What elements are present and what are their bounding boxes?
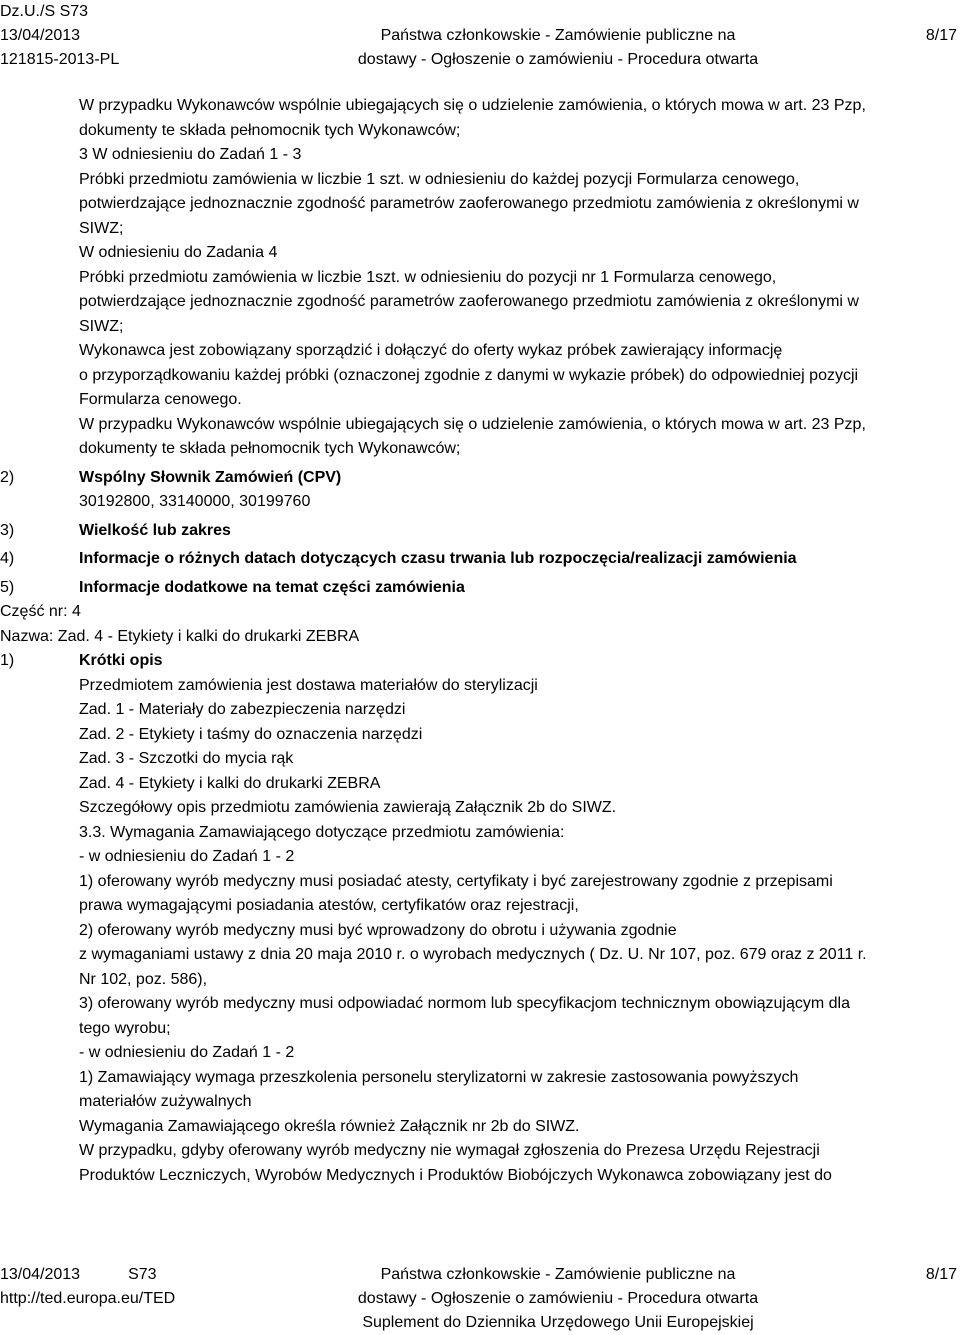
- desc-line: tego wyrobu;: [79, 1019, 171, 1037]
- footer-title-line2: dostawy - Ogłoszenie o zamówieniu - Procedura otwarta: [357, 1290, 759, 1307]
- intro-line: potwierdzające jednoznacznie zgodność parametrów zaoferowanego przedmiotu zamówienia z określonymi w: [79, 293, 859, 310]
- intro-line: o przyporządkowaniu każdej próbki (oznaczonej zgodnie z danymi w wykazie próbek) do odpowiedniej pozycji: [79, 366, 859, 384]
- desc-line: Szczegółowy opis przedmiotu zamówienia zawierają Załącznik 2b do SIWZ.: [79, 799, 617, 816]
- section-heading: Informacje dodatkowe na temat części zamówienia: [79, 578, 465, 596]
- desc-line: prawa wymagającymi posiadania atestów, certyfikatów oraz rejestracji,: [79, 897, 579, 914]
- cpv-codes: 30192800, 33140000, 30199760: [79, 493, 311, 510]
- footer-page-number: 8/17: [925, 1266, 957, 1283]
- intro-line: W przypadku Wykonawców wspólnie ubiegających się o udzielenie zamówienia, o których mowa w art. 23 Pzp,: [79, 97, 866, 114]
- desc-line: - w odniesieniu do Zadań 1 - 2: [79, 1044, 295, 1061]
- section-heading: Krótki opis: [79, 652, 163, 669]
- intro-line: Próbki przedmiotu zamówienia w liczbie 1 szt. w odniesieniu do każdej pozycji Formularza cenowego,: [79, 170, 800, 188]
- header-left: [0, 0, 119, 72]
- intro-line: SIWZ;: [79, 317, 124, 335]
- desc-line: 3) oferowany wyrób medyczny musi odpowiadać normom lub specyfikacjom technicznym obowiązującym dla: [79, 995, 850, 1012]
- part-number: Część nr: 4: [0, 603, 81, 620]
- desc-line: z wymaganiami ustawy z dnia 20 maja 2010 r. o wyrobach medycznych ( Dz. U. Nr 107, poz. 679 oraz z 2011 r.: [79, 946, 867, 963]
- section-number: 2): [0, 468, 15, 486]
- section-scope: [0, 519, 960, 544]
- desc-line: Zad. 4 - Etykiety i kalki do drukarki ZEBRA: [79, 774, 381, 792]
- intro-line: 3 W odniesieniu do Zadań 1 - 3: [79, 146, 302, 163]
- part-info: [0, 600, 960, 649]
- section-number: 1): [0, 652, 15, 669]
- section-heading: Informacje o różnych datach dotyczących czasu trwania lub rozpoczęcia/realizacji zamówienia: [79, 550, 797, 567]
- desc-line: Zad. 1 - Materiały do zabezpieczenia narzędzi: [79, 701, 406, 718]
- footer-left: [0, 1263, 175, 1311]
- footer-title-line3: Suplement do Dziennika Urzędowego Unii Europejskiej: [362, 1314, 754, 1331]
- desc-line: Produktów Leczniczych, Wyrobów Medycznych i Produktów Biobójczych Wykonawca zobowiązany jest do: [79, 1166, 832, 1184]
- footer-date: 13/04/2013: [0, 1266, 81, 1283]
- intro-line: dokumenty te składa pełnomocnik tych Wykonawców;: [79, 440, 461, 457]
- desc-line: - w odniesieniu do Zadań 1 - 2: [79, 848, 295, 865]
- header-date: 13/04/2013: [0, 27, 81, 44]
- desc-line: Przedmiotem zamówienia jest dostawa materiałów do sterylizacji: [79, 676, 538, 694]
- document-body: [0, 94, 960, 1188]
- desc-line: 1) Zamawiający wymaga przeszkolenia personelu sterylizatorni w zakresie zastosowania powyższych: [79, 1068, 799, 1086]
- desc-line: Zad. 3 - Szczotki do mycia rąk: [79, 750, 294, 767]
- desc-line: 1) oferowany wyrób medyczny musi posiadać atesty, certyfikaty i być zarejestrowany zgodnie z przepisami: [79, 872, 833, 890]
- journal-ref: Dz.U./S S73: [0, 3, 89, 20]
- header-title-line2: dostawy - Ogłoszenie o zamówieniu - Procedura otwarta: [357, 51, 759, 68]
- intro-line: Formularza cenowego.: [79, 391, 242, 408]
- section-number: 5): [0, 578, 15, 596]
- desc-line: 2) oferowany wyrób medyczny musi być wprowadzony do obrotu i używania zgodnie: [79, 921, 677, 939]
- footer-url-link[interactable]: http://ted.europa.eu/TED: [0, 1290, 176, 1307]
- desc-line: Nr 102, poz. 586),: [79, 970, 208, 988]
- desc-line: materiałów zużywalnych: [79, 1093, 252, 1110]
- page-footer: [0, 1263, 960, 1334]
- intro-line: SIWZ;: [79, 219, 124, 237]
- section-cpv: [0, 466, 960, 515]
- part-name: Nazwa: Zad. 4 - Etykiety i kalki do drukarki ZEBRA: [0, 627, 360, 645]
- desc-line: Zad. 2 - Etykiety i taśmy do oznaczenia narzędzi: [79, 725, 423, 743]
- intro-line: Wykonawca jest zobowiązany sporządzić i dołączyć do oferty wykaz próbek zawierający informację: [79, 342, 783, 359]
- intro-line: dokumenty te składa pełnomocnik tych Wykonawców;: [79, 121, 461, 139]
- section-additional-info: [0, 576, 960, 601]
- footer-series: S73: [128, 1266, 157, 1283]
- section-dates: [0, 547, 960, 572]
- intro-line: W odniesieniu do Zadania 4: [79, 244, 278, 261]
- desc-line: W przypadku, gdyby oferowany wyrób medyczny nie wymagał zgłoszenia do Prezesa Urzędu Rejestracji: [79, 1142, 820, 1159]
- footer-title-line1: Państwa członkowskie - Zamówienie publiczne na: [380, 1266, 736, 1283]
- intro-line: W przypadku Wykonawców wspólnie ubiegających się o udzielenie zamówienia, o których mowa w art. 23 Pzp,: [79, 415, 866, 433]
- desc-line: Wymagania Zamawiającego określa również Załącznik nr 2b do SIWZ.: [79, 1117, 580, 1135]
- section-heading: Wspólny Słownik Zamówień (CPV): [79, 468, 342, 486]
- header-title: [258, 24, 858, 72]
- footer-title: [258, 1263, 858, 1335]
- header-title-line1: Państwa członkowskie - Zamówienie publiczne na: [380, 27, 736, 44]
- header-page-number: 8/17: [925, 27, 957, 44]
- section-heading: Wielkość lub zakres: [79, 521, 231, 539]
- intro-line: Próbki przedmiotu zamówienia w liczbie 1szt. w odniesieniu do pozycji nr 1 Formularza cenowego,: [79, 268, 777, 286]
- section-number: 3): [0, 521, 15, 539]
- intro-paragraph: [79, 94, 960, 462]
- intro-line: potwierdzające jednoznacznie zgodność parametrów zaoferowanego przedmiotu zamówienia z określonymi w: [79, 195, 859, 212]
- section-short-description: [0, 649, 960, 1188]
- section-number: 4): [0, 550, 15, 567]
- doc-id: 121815-2013-PL: [0, 51, 120, 68]
- page-header: [0, 0, 960, 70]
- desc-line: 3.3. Wymagania Zamawiającego dotyczące przedmiotu zamówienia:: [79, 823, 565, 841]
